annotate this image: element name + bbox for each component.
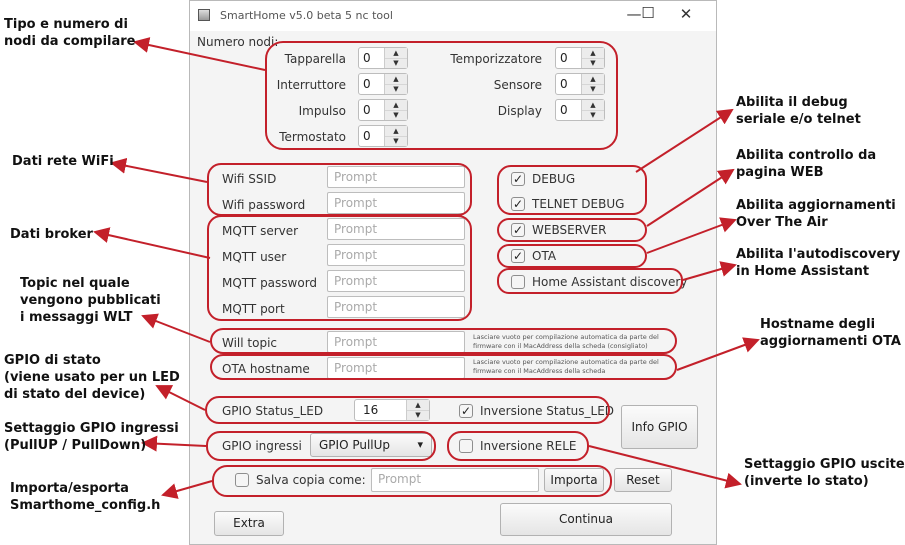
- inversion-status-led-checkbox[interactable]: ✓: [460, 404, 472, 418]
- save-copy-label: Salva copia come:: [256, 473, 366, 487]
- telnet-debug-checkbox[interactable]: ✓: [512, 197, 524, 211]
- spinner-up-icon[interactable]: ▲: [385, 74, 407, 85]
- annotation-nodes: [4, 16, 135, 50]
- annotation-line: Abilita l'autodiscovery: [736, 247, 901, 262]
- nodes-heading: Numero nodi:: [197, 35, 279, 49]
- ota-hostname-label: OTA hostname: [222, 362, 310, 376]
- mqtt-server-input[interactable]: Prompt: [327, 218, 465, 240]
- annotation-topic: [20, 275, 161, 326]
- info-gpio-button[interactable]: Info GPIO: [621, 405, 698, 449]
- annotation-line: nodi da compilare: [4, 34, 136, 49]
- mqtt-password-input[interactable]: Prompt: [327, 270, 465, 292]
- ota-checkbox[interactable]: ✓: [512, 249, 524, 263]
- spinner-up-icon[interactable]: ▲: [407, 400, 429, 411]
- mqtt-password-label: MQTT password: [222, 276, 318, 290]
- webserver-label: WEBSERVER: [532, 223, 607, 237]
- ota-hostname-hint: Lasciare vuoto per compilazione automatica da parte del firmware con il MacAddress della scheda: [473, 358, 659, 375]
- spinner-value: 0: [363, 51, 371, 65]
- spinner-up-icon[interactable]: ▲: [582, 48, 604, 59]
- spinner-value: 0: [560, 103, 568, 117]
- annotation-line: pagina WEB: [736, 165, 824, 180]
- annotation-line: GPIO di stato: [4, 353, 101, 368]
- annotation-line: di stato del device): [4, 387, 146, 402]
- node-label-display: Display: [497, 104, 542, 118]
- annotation-line: Dati rete WiFi: [12, 154, 114, 169]
- reset-button[interactable]: Reset: [614, 468, 672, 492]
- annotation-gpio-inputs: [4, 420, 179, 454]
- will-topic-input[interactable]: Prompt: [327, 331, 465, 353]
- spinner-down-icon[interactable]: ▼: [415, 411, 421, 419]
- annotation-hostname: [760, 316, 901, 350]
- annotation-gpio-status: [4, 352, 180, 403]
- spinner-down-icon[interactable]: ▼: [590, 111, 596, 119]
- arrow-debug: [636, 110, 732, 172]
- annotation-line: Smarthome_config.h: [10, 498, 161, 513]
- annotation-line: i messaggi WLT: [20, 310, 133, 325]
- will-topic-hint: Lasciare vuoto per compilazione automatica da parte del firmware con il MacAddress della scheda (consigliato): [473, 333, 659, 350]
- annotation-line: Importa/esporta: [10, 481, 129, 496]
- spinner-value: 0: [363, 103, 371, 117]
- node-label-impulso: Impulso: [298, 104, 346, 118]
- arrow-ota: [647, 220, 735, 253]
- telnet-debug-label: TELNET DEBUG: [532, 197, 625, 211]
- annotation-outputs: [744, 456, 905, 490]
- annotation-line: Abilita controllo da: [736, 148, 877, 163]
- annotation-ota: [736, 197, 896, 231]
- spinner-down-icon[interactable]: ▼: [393, 111, 399, 119]
- extra-button[interactable]: Extra: [214, 511, 284, 536]
- spinner-value: 0: [363, 77, 371, 91]
- annotation-line: in Home Assistant: [736, 264, 870, 279]
- annotation-line: aggiornamenti OTA: [760, 334, 901, 349]
- maximize-button[interactable]: ☐: [641, 4, 655, 22]
- node-label-tapparella: Tapparella: [284, 52, 346, 66]
- webserver-checkbox[interactable]: ✓: [512, 223, 524, 237]
- wifi-password-input[interactable]: Prompt: [327, 192, 465, 214]
- mqtt-port-label: MQTT port: [222, 302, 285, 316]
- save-copy-input[interactable]: Prompt: [371, 468, 539, 492]
- annotation-line: Abilita aggiornamenti: [736, 198, 896, 213]
- spinner-up-icon[interactable]: ▲: [385, 48, 407, 59]
- gpio-inputs-label: GPIO ingressi: [222, 439, 302, 453]
- wifi-ssid-input[interactable]: Prompt: [327, 166, 465, 188]
- inversion-rele-label: Inversione RELE: [480, 439, 577, 453]
- annotation-line: Dati broker: [10, 227, 93, 242]
- spinner-value: 16: [363, 403, 379, 417]
- spinner-value: 0: [560, 77, 568, 91]
- mqtt-user-input[interactable]: Prompt: [327, 244, 465, 266]
- inversion-status-led-label: Inversione Status_LED: [480, 404, 615, 418]
- mqtt-port-input[interactable]: Prompt: [327, 296, 465, 318]
- window-title: SmartHome v5.0 beta 5 nc tool: [220, 9, 393, 22]
- spinner-up-icon[interactable]: ▲: [582, 74, 604, 85]
- mqtt-server-label: MQTT server: [222, 224, 299, 238]
- arrow-ha: [683, 265, 735, 280]
- annotation-import: [10, 480, 160, 514]
- spinner-value: 0: [560, 51, 568, 65]
- annotation-line: Settaggio GPIO uscite: [744, 457, 905, 472]
- annotation-line: (viene usato per un LED: [4, 370, 180, 385]
- spinner-down-icon[interactable]: ▼: [590, 59, 596, 67]
- annotation-line: seriale e/o telnet: [736, 112, 861, 127]
- annotation-line: Abilita il debug: [736, 95, 848, 110]
- arrow-import: [163, 481, 212, 495]
- spinner-value: 0: [363, 129, 371, 143]
- mqtt-user-label: MQTT user: [222, 250, 287, 264]
- arrow-web: [647, 170, 733, 226]
- annotation-debug: [736, 94, 861, 128]
- spinner-down-icon[interactable]: ▼: [590, 85, 596, 93]
- debug-checkbox[interactable]: ✓: [512, 172, 524, 186]
- spinner-up-icon[interactable]: ▲: [385, 100, 407, 111]
- annotation-broker: [10, 226, 93, 243]
- debug-label: DEBUG: [532, 172, 576, 186]
- annotation-wifi: [12, 153, 114, 170]
- node-label-interruttore: Interruttore: [276, 78, 346, 92]
- arrow-wifi: [112, 163, 207, 182]
- annotation-ha: [736, 246, 900, 280]
- will-topic-label: Will topic: [222, 336, 278, 350]
- gpio-status-label: GPIO Status_LED: [222, 404, 324, 418]
- arrow-outputs: [589, 446, 740, 484]
- annotation-line: Topic nel quale: [20, 276, 130, 291]
- spinner-up-icon[interactable]: ▲: [385, 126, 407, 137]
- annotation-line: Tipo e numero di: [4, 17, 128, 32]
- ha-discovery-label: Home Assistant discovery: [532, 275, 688, 289]
- annotation-web: [736, 147, 876, 181]
- spinner-down-icon[interactable]: ▼: [393, 85, 399, 93]
- annotation-line: vengono pubblicati: [20, 293, 161, 308]
- node-label-temporizzatore: Temporizzatore: [450, 52, 542, 66]
- annotation-line: Settaggio GPIO ingressi: [4, 421, 179, 436]
- arrow-nodes: [135, 42, 265, 70]
- close-button[interactable]: ✕: [679, 5, 693, 23]
- node-label-sensore: Sensore: [493, 78, 542, 92]
- dropdown-value: GPIO PullUp: [319, 438, 391, 452]
- import-button[interactable]: Importa: [544, 468, 604, 492]
- spinner-down-icon[interactable]: ▼: [393, 59, 399, 67]
- chevron-down-icon: ▾: [417, 438, 423, 451]
- arrow-broker: [95, 232, 210, 258]
- spinner-down-icon[interactable]: ▼: [393, 137, 399, 145]
- annotation-line: Over The Air: [736, 215, 828, 230]
- annotation-line: Hostname degli: [760, 317, 876, 332]
- continue-button[interactable]: Continua: [500, 503, 672, 536]
- minimize-button[interactable]: —: [626, 5, 642, 23]
- arrow-hostname: [677, 340, 758, 370]
- node-label-termostato: Termostato: [279, 130, 346, 144]
- wifi-ssid-label: Wifi SSID: [222, 172, 277, 186]
- spinner-up-icon[interactable]: ▲: [582, 100, 604, 111]
- ota-hostname-input[interactable]: Prompt: [327, 357, 465, 379]
- annotation-line: (inverte lo stato): [744, 474, 869, 489]
- wifi-password-label: Wifi password: [222, 198, 306, 212]
- ota-label: OTA: [532, 249, 557, 263]
- annotation-line: (PullUP / PullDown): [4, 438, 147, 453]
